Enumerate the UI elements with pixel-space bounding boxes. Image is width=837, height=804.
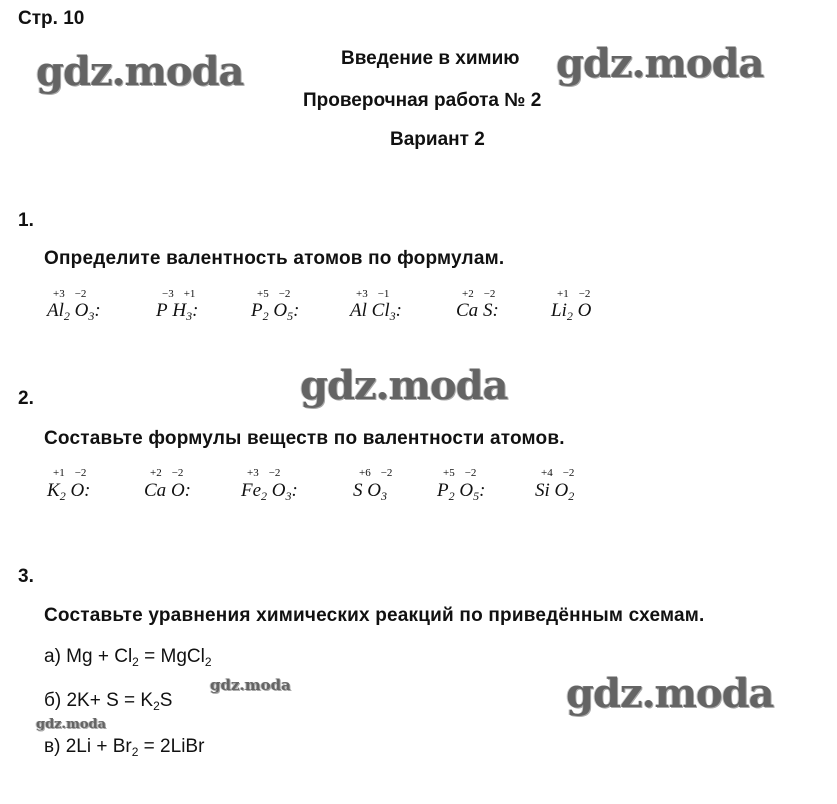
oxidation-states — [162, 288, 205, 300]
oxidation-states — [462, 288, 505, 300]
task-number: 3. — [18, 566, 34, 587]
oxidation-state: −1 — [377, 288, 390, 300]
oxidation-states — [443, 467, 486, 479]
watermark-logo: gdz.moda — [566, 670, 774, 717]
equation-c: в) $2Li + Br_2$ = 2LiBr — [44, 736, 205, 759]
watermark-logo: gdz.moda — [300, 362, 508, 409]
oxidation-states — [257, 288, 300, 300]
subject-title: Введение в химию — [341, 48, 520, 69]
oxidation-state: +2 — [462, 288, 474, 300]
chemical-formula: Al $Cl_3$: — [350, 300, 402, 323]
work-title: Проверочная работа № 2 — [303, 90, 542, 111]
page-number: Стр. 10 — [18, 8, 85, 29]
oxidation-state: +1 — [53, 467, 65, 479]
oxidation-state: +5 — [443, 467, 455, 479]
oxidation-state: −2 — [380, 467, 393, 479]
task-number: 1. — [18, 210, 34, 231]
oxidation-state: +1 — [557, 288, 569, 300]
oxidation-state: −3 — [162, 288, 174, 300]
watermark-logo: gdz.moda — [556, 40, 764, 87]
oxidation-states — [541, 467, 584, 479]
oxidation-state: −2 — [74, 467, 87, 479]
chemical-formula: $K_2$ O: — [47, 480, 91, 503]
task-text: Определите валентность атомов по формулам. — [44, 248, 505, 269]
oxidation-state: −2 — [562, 467, 575, 479]
oxidation-state: −2 — [464, 467, 477, 479]
oxidation-state: +2 — [150, 467, 162, 479]
watermark-logo: gdz.moda — [210, 676, 291, 694]
oxidation-state: −2 — [278, 288, 291, 300]
task-number: 2. — [18, 388, 34, 409]
chemical-formula: $Li_2$ O — [551, 300, 592, 323]
chemical-formula: Si $O_2$ — [535, 480, 575, 503]
oxidation-state: +4 — [541, 467, 553, 479]
oxidation-states — [356, 288, 399, 300]
chemical-formula: S $O_3$ — [353, 480, 387, 503]
task-text: Составьте уравнения химических реакций по приведённым схемам. — [44, 605, 705, 626]
oxidation-state: −2 — [483, 288, 496, 300]
oxidation-state: −2 — [74, 288, 87, 300]
oxidation-states — [359, 467, 402, 479]
chemical-formula: $Al_2$ $O_3$: — [47, 300, 101, 323]
oxidation-states — [53, 467, 96, 479]
variant-title: Вариант 2 — [390, 129, 485, 150]
oxidation-state: +3 — [53, 288, 65, 300]
chemical-formula: $Fe_2$ $O_3$: — [241, 480, 298, 503]
oxidation-state: −2 — [268, 467, 281, 479]
watermark-logo: gdz.moda — [36, 717, 107, 732]
chemical-formula: $P_2$ $O_5$: — [437, 480, 486, 503]
oxidation-states — [150, 467, 193, 479]
oxidation-state: +3 — [356, 288, 368, 300]
oxidation-state: −2 — [171, 467, 184, 479]
oxidation-states — [557, 288, 600, 300]
chemical-formula: Ca S: — [456, 300, 499, 321]
watermark-logo: gdz.moda — [36, 48, 244, 95]
oxidation-states — [247, 467, 290, 479]
equation-b: б) $2K+ S = K_2S$ — [44, 690, 173, 713]
chemical-formula: P $H_3$: — [156, 300, 199, 323]
chemical-formula: $P_2$ $O_5$: — [251, 300, 300, 323]
oxidation-state: +5 — [257, 288, 269, 300]
oxidation-state: +6 — [359, 467, 371, 479]
oxidation-states — [53, 288, 96, 300]
task-text: Составьте формулы веществ по валентности атомов. — [44, 428, 565, 449]
equation-a: а) $Mg + Cl_2$ = MgCl$_2$ — [44, 646, 212, 669]
oxidation-state: +3 — [247, 467, 259, 479]
oxidation-state: −2 — [578, 288, 591, 300]
chemical-formula: Ca O: — [144, 480, 191, 501]
oxidation-state: +1 — [183, 288, 196, 300]
